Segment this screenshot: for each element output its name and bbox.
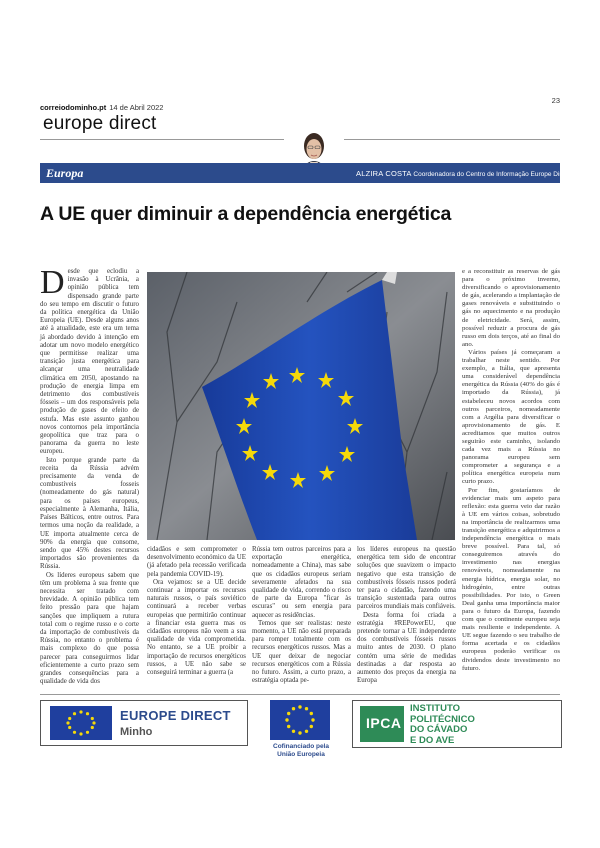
paragraph: Ora vejamos: se a UE decide continuar a importar os recursos naturais russos, o país soviético continuará a receber verbas europeias que permitirão continuar a financiar esta guerra mas os cidadãos europeus não veem a sua qualidade de vida comprometida. No entanto, se a UE proibir a importação de recursos energéticos russos, a UE não sabe se conseguirá terminar a guerra (a xyxy=(147,578,246,677)
article-column-1 xyxy=(40,264,139,686)
article-column-3 xyxy=(252,546,351,685)
page-number: 23 xyxy=(551,96,560,105)
article-column-5 xyxy=(462,268,560,673)
paragraph: e a reconstituir as reservas de gás para o próximo inverno, diversificando o aprovisionamento de gás, acelerando a implantação de gases renováveis e substituindo o gás no aquecimento e na produção de eletricidade. Será, assim, possível reduzir a procura de gás russo em dois terços, até ao final do ano. xyxy=(462,268,560,348)
author-role: Coordenadora do Centro de Informação Europe Direct do Minho xyxy=(413,171,599,178)
paragraph: Rússia tem outros parceiros para a exportação energética, nomeadamente a China), mas sabe que os cidadãos europeus seriam severamente afetados na sua qualidade de vida, correndo o risco de parte da Europa "ficar às escuras" ou sem energia para aquecer as residências. xyxy=(252,546,351,619)
ipca-name-line: POLITÉCNICO xyxy=(410,713,475,725)
article-headline: A UE quer diminuir a dependência energética xyxy=(40,203,452,225)
eu-flag-photo xyxy=(147,272,455,540)
ipca-name-line: INSTITUTO xyxy=(410,703,460,714)
paragraph: esde que eclodiu a invasão à Ucrânia, a opinião pública tem dispensado grande parte do seu tempo em discutir o futuro da política energética da União Europeia (UE). Desde alguns anos até à atualidade, este era um tema já abordado devido à intenção em adotar um novo modelo energético que permitisse realizar uma transição justa energética para alcançar uma neutralidade climática em 2050, apostando na produção de energia limpa em detrimento dos combustíveis fósseis – um dos responsáveis pela produção de gases de efeito de estufa. Mas este assunto ganhou novos contornos pela importância geopolítica que traz para o panorama da guerra no leste europeu. xyxy=(40,268,139,456)
eu-flag-icon xyxy=(50,706,112,740)
paragraph: Isto porque grande parte da receita da Rússia advém precisamente da venda de combustíveis fosseis (nomeadamente do gás natural) para os países europeus, especialmente à Alemanha, Itália, Países Bálticos, entre outros. Para termos uma noção da realidade, a UE importa atualmente cerca de 90% da energia que consome, sendo que 45% destes recursos importados são provenientes da Rússia. xyxy=(40,456,139,571)
paragraph: Os líderes europeus sabem que têm um problema à sua frente que necessita ser tratado com brevidade. A opinião pública tem feito pressão para que hajam sanções que impliquem a rutura total com o regime russo e o corte da importação de combustíveis da Rússia, no entanto o problema é mais complexo do que possa parecer para conseguirmos lidar eficientemente a curto prazo sem grandes consequências para a qualidade de vida dos xyxy=(40,571,139,686)
category-label: Europa xyxy=(46,166,84,180)
footer-rule xyxy=(40,694,560,695)
ipca-institution-name xyxy=(410,704,475,746)
article-column-2 xyxy=(147,546,246,677)
article-column-4 xyxy=(357,546,456,685)
paragraph: cidadãos e sem comprometer o desenvolvimento económico da UE (já afetado pela recessão verificada pela pandemia COVID-19). xyxy=(147,546,246,578)
paragraph: los líderes europeus na questão energética tem sido de encontrar soluções que suavizem o impacto negativo que esta transição de combustíveis fósseis russos poderá ter para o cidadão, fazendo uma transição sustentada para outros parceiros mundiais mais confiáveis. xyxy=(357,546,456,611)
paragraph: Vários países já começaram a trabalhar neste sentido. Por exemplo, a Itália, que apresenta uma considerável dependência energética da Rússia (40% do gás é importado da Rússia), já estabeleceu novos acordos com outros parceiros, nomeadamente com a Argélia para diversificar o aprovisionamento de gás. E acreditamos que muitos outros seguirão este caminho, isolando cada vez mais a Rússia no panorama europeu sem comprometer a segurança e a política energética europeia num curto prazo. xyxy=(462,348,560,486)
eu-cofinanced-flag-icon xyxy=(270,700,330,740)
cofinanced-line-1: Cofinanciado pela xyxy=(273,743,329,750)
drop-cap: D xyxy=(40,264,65,301)
ipca-name-line: DO CÁVADO xyxy=(410,724,468,735)
cofinanced-line-2: União Europeia xyxy=(277,751,325,758)
section-title: europe direct xyxy=(43,113,157,134)
europe-direct-title: EUROPE DIRECT xyxy=(120,708,231,723)
author-name: ALZIRA COSTA xyxy=(356,169,412,178)
paragraph: Desta forma foi criada a estratégia #REPowerEU, que pretende tornar a UE independente dos combustíveis fósseis russos muito antes de 2030. O plano contém uma série de medidas destinadas a dar resposta ao aumento dos preços da energia na Europa xyxy=(357,611,456,685)
publication-date: 14 de Abril 2022 xyxy=(109,103,164,112)
site-name: correiodominho.pt xyxy=(40,103,107,112)
paragraph: Por fim, gostaríamos de evidenciar mais um aspeto para reflexão: esta guerra veio dar razão à UE em vários coisas, sobretudo na importância de realizarmos uma transição energética e adquirirmos a independência energética o mais breve possível. Para tal, só conseguiremos através do investimento nas energias renováveis, nomeadamente na energia hídrica, energia solar, no hidrogénio, entre outras possibilidades. Por isto, o Green Deal ganha uma importância maior para o futuro da Europa, fazendo com que o continente europeu seja mais resiliente e independente. A UE segue fazendo o seu trabalho de forma acertada e os cidadãos europeus poderão verificar os dividendos deste investimento no futuro. xyxy=(462,486,560,672)
ipca-logo-text: IPCA xyxy=(366,715,402,731)
europe-direct-subtitle: Minho xyxy=(120,726,153,738)
paragraph: Temos que ser realistas: neste momento, a UE não está preparada para romper totalmente com os recursos energéticos russos. Mas a UE quer deixar de negociar recursos energéticos com a Rússia no futuro. Assim, a curto prazo, a estratégia optada pe- xyxy=(252,619,351,685)
author-credit xyxy=(356,169,599,178)
ipca-name-line: E DO AVE xyxy=(410,734,455,746)
cofinanced-label xyxy=(262,743,340,759)
